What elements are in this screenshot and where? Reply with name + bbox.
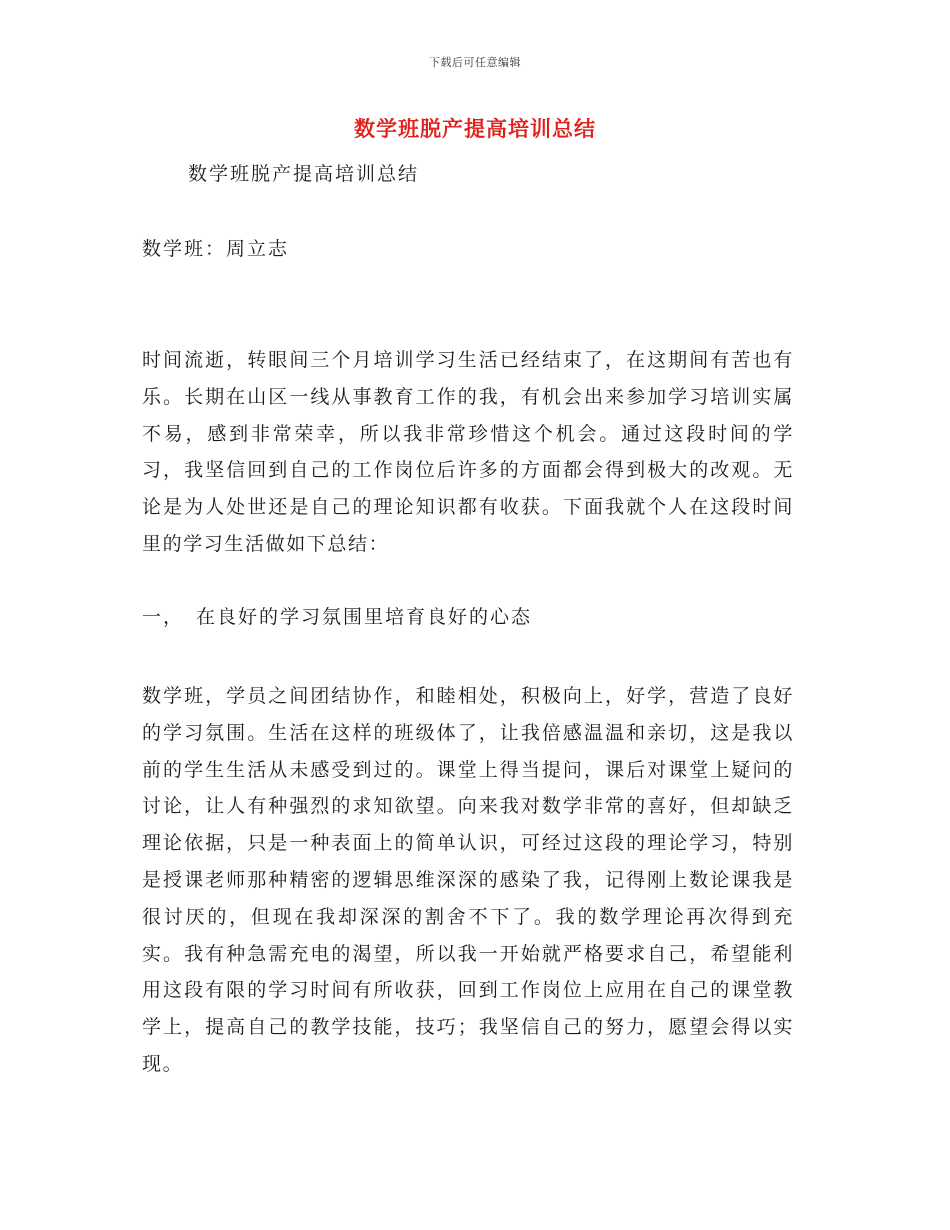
- document-subtitle: 数学班脱产提高培训总结: [188, 163, 420, 185]
- section-heading-text: 在良好的学习氛围里培育良好的心态: [196, 606, 533, 628]
- intro-paragraph: 时间流逝，转眼间三个月培训学习生活已经结束了，在这期间有苦也有乐。长期在山区一线从事教育工作的我，有机会出来参加学习培训实属不易，感到非常荣幸，所以我非常珍惜这个机会。通过这段时间的学习，我坚信回到自己的工作岗位后许多的方面都会得到极大的改观。无论是为人处世还是自己的理论知识都有收获。下面我就个人在这段时间里的学习生活做如下总结：: [142, 349, 794, 555]
- section-1-paragraph: 数学班，学员之间团结协作，和睦相处，积极向上，好学，营造了良好的学习氛围。生活在这样的班级体了，让我倍感温温和亲切，这是我以前的学生生活从未感受到过的。课堂上得当提问，课后对课堂上疑问的讨论，让人有种强烈的求知欲望。向来我对数学非常的喜好，但却缺乏理论依据，只是一种表面上的简单认识，可经过这段的理论学习，特别是授课老师那种精密的逻辑思维深深的感染了我，记得刚上数论课我是很讨厌的，但现在我却深深的割舍不下了。我的数学理论再次得到充实。我有种急需充电的渴望，所以我一开始就严格要求自己，希望能利用这段有限的学习时间有所收获，回到工作岗位上应用在自己的课堂教学上，提高自己的教学技能，技巧；我坚信自己的努力，愿望会得以实现。: [142, 685, 794, 1075]
- section-heading-1: [142, 603, 532, 631]
- header-note: 下载后可任意编辑: [429, 56, 521, 69]
- author-line: 数学班：周立志: [142, 238, 290, 260]
- document-title: 数学班脱产提高培训总结: [354, 116, 596, 141]
- section-number: 一，: [142, 606, 185, 628]
